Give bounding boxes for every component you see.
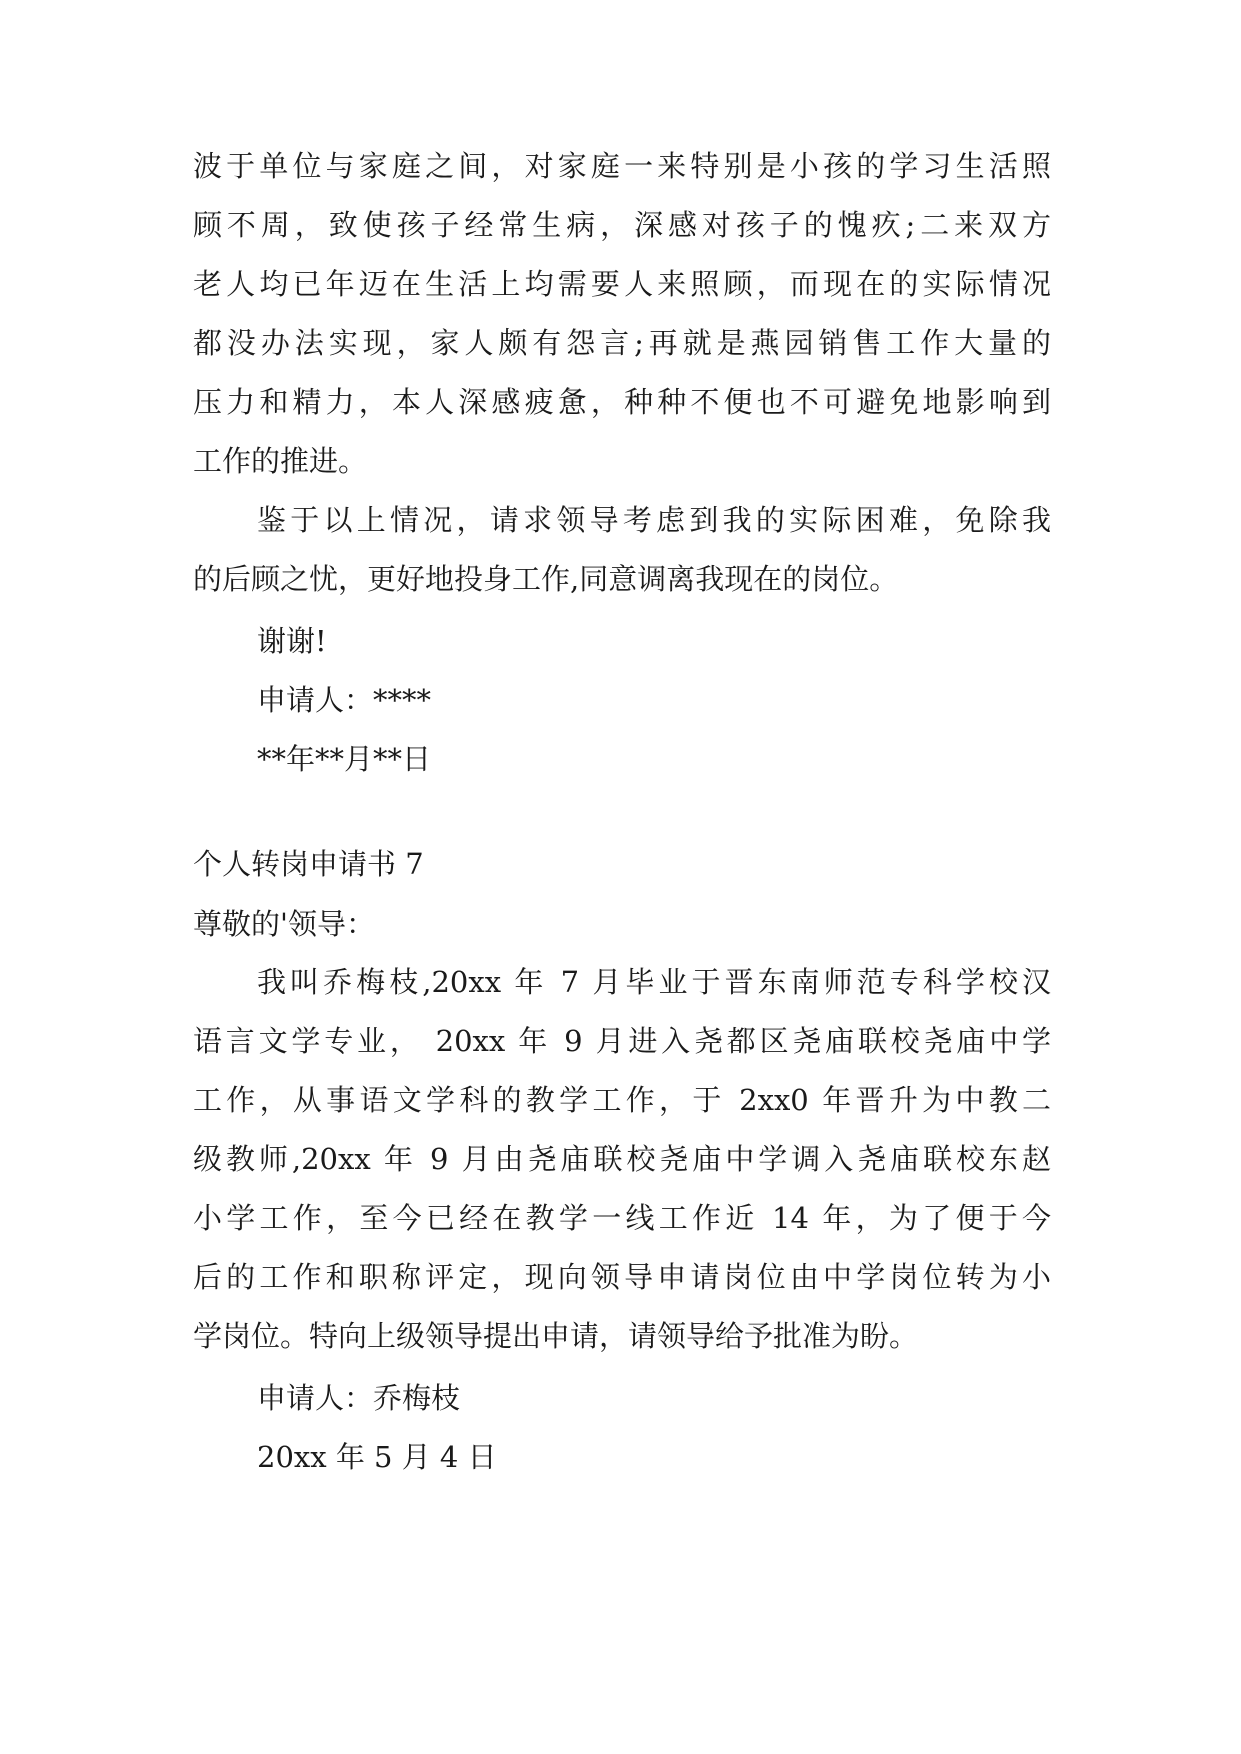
- paragraph-line: 级教师,20xx 年 9 月由尧庙联校尧庙中学调入尧庙联校东赵: [193, 1142, 1051, 1176]
- paragraph-line: 鉴于以上情况，请求领导考虑到我的实际困难，免除我: [257, 503, 1051, 537]
- signature-date: **年**月**日: [257, 742, 432, 776]
- paragraph-line: 后的工作和职称评定，现向领导申请岗位由中学岗位转为小: [193, 1260, 1051, 1294]
- applicant-signature: 申请人：****: [257, 683, 432, 717]
- paragraph-line: 波于单位与家庭之间，对家庭一来特别是小孩的学习生活照: [193, 149, 1051, 183]
- paragraph-line: 我叫乔梅枝,20xx 年 7 月毕业于晋东南师范专科学校汉: [257, 965, 1051, 999]
- paragraph-line: 语言文学专业， 20xx 年 9 月进入尧都区尧庙联校尧庙中学: [193, 1024, 1051, 1058]
- closing-thanks: 谢谢!: [257, 624, 327, 658]
- paragraph-line: 顾不周，致使孩子经常生病，深感对孩子的愧疚;二来双方: [193, 208, 1051, 242]
- paragraph-line: 压力和精力，本人深感疲惫，种种不便也不可避免地影响到: [193, 385, 1051, 419]
- salutation: 尊敬的'领导：: [193, 907, 375, 941]
- section-title: 个人转岗申请书 7: [193, 847, 424, 881]
- paragraph-line: 老人均已年迈在生活上均需要人来照顾，而现在的实际情况: [193, 267, 1051, 301]
- signature-date: 20xx 年 5 月 4 日: [257, 1440, 497, 1474]
- paragraph-line: 工作的推进。: [193, 444, 368, 478]
- paragraph-line: 都没办法实现，家人颇有怨言;再就是燕园销售工作大量的: [193, 326, 1051, 360]
- paragraph-line: 小学工作，至今已经在教学一线工作近 14 年，为了便于今: [193, 1201, 1051, 1235]
- applicant-signature: 申请人：乔梅枝: [257, 1381, 461, 1415]
- paragraph-line: 的后顾之忧，更好地投身工作,同意调离我现在的岗位。: [193, 562, 899, 596]
- paragraph-line: 学岗位。特向上级领导提出申请，请领导给予批准为盼。: [193, 1319, 919, 1353]
- paragraph-line: 工作，从事语文学科的教学工作，于 2xx0 年晋升为中教二: [193, 1083, 1051, 1117]
